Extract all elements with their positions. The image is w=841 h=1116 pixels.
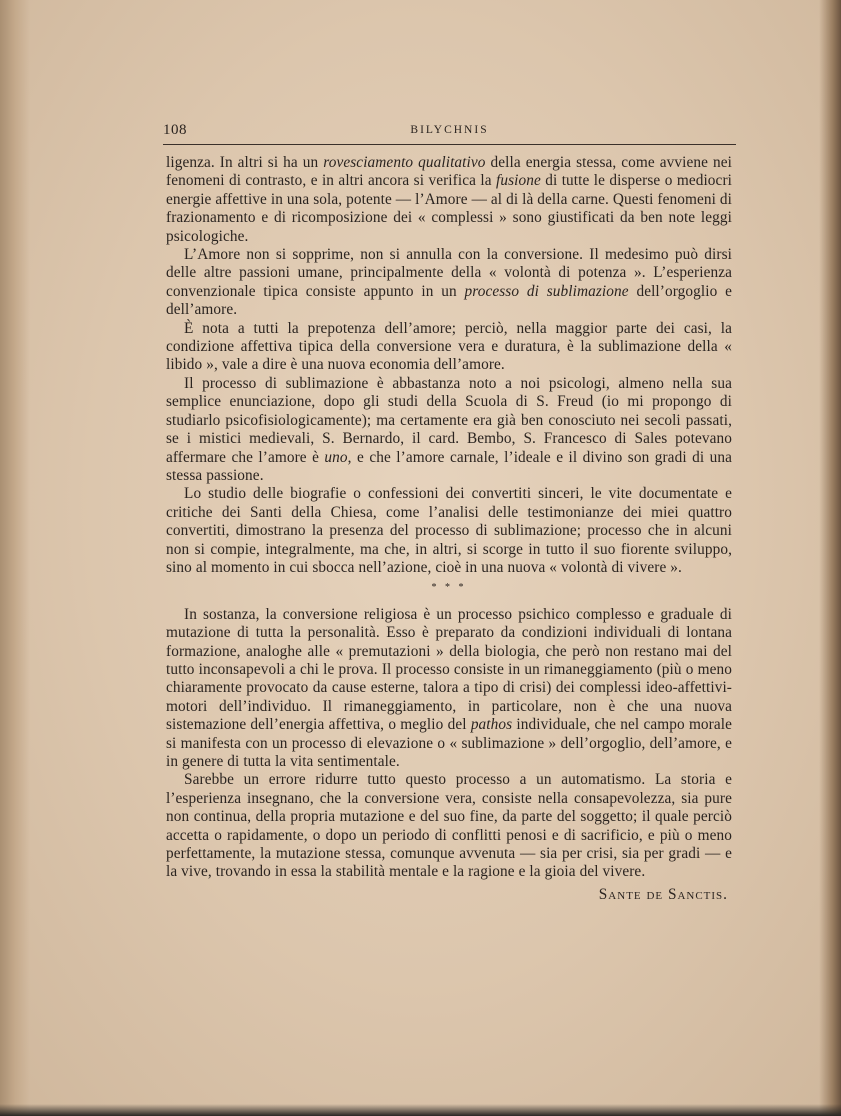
- paragraph: [166, 246, 732, 320]
- text-run: Lo studio delle biografie o confessioni dei convertiti sinceri, le vite documentate e critiche dei Santi della Chiesa, come l’analisi delle testimonianze dei miei quattro convertiti, dimostrano la presenza del processo di sublimazione; processo che in alcuni non si compie, integralmente, ma che, in altri, si scorge in tutto il suo fiorente sviluppo, sino al momento in cui sbocca nell’azione, cioè in una nuova « volontà di vivere ».: [166, 485, 732, 576]
- paragraph: [166, 485, 732, 577]
- text-run: È nota a tutti la prepotenza dell’amore; perciò, nella maggior parte dei casi, la condizione affettiva tipica della conversione vera e duratura, è la sublimazione della « libido », vale a dire è una nuova economia dell’amore.: [166, 319, 732, 374]
- text-run: L’Amore non si sopprime, non si annulla con la conversione. Il medesimo può dirsi delle altre passioni umane, principalmente della « volontà di potenza ». L’esperienza convenzionale tipica consiste appunto in un: [166, 246, 732, 300]
- paragraph: [166, 154, 732, 246]
- italic-text: pathos: [470, 716, 513, 734]
- author-signature: Sante de Sanctis.: [598, 885, 728, 903]
- text-run: individuale, che nel campo morale si manifesta con un processo di elevazione o « sublimazione » dell’orgoglio, dell’amore, e in genere di tutta la vita sentimentale.: [166, 716, 733, 770]
- italic-text: processo di sublimazione: [464, 282, 629, 300]
- text-run: Sarebbe un errore ridurre tutto questo processo a un automatismo. La storia e l’esperienza insegnano, che la conversione vera, consiste nella consapevolezza, sia pure non continua, della propria mutazione e del suo fine, da parte del soggetto; il quale perciò accetta o rapidamente, o dopo un periodo di conflitti penosi e di sacrificio, e più o meno perfettamente, la mutazione stessa, comunque avvenuta — sia per crisi, sia per gradi — e la vive, trovando in essa la stabilità mentale e la ragione e la gioia del vivere.: [166, 771, 732, 881]
- body-text: [166, 154, 732, 904]
- text-run: della energia stessa, come avviene nei fenomeni di contrasto, e in altri ancora si verifica la: [166, 154, 732, 190]
- text-run: di tutte le disperse o mediocri energie affettive in una sola, potente — l’Amore — al di là della carne. Questi fenomeni di frazionamento e di ricomposizione dei « complessi » sono giustificati da ben note leggi psicologiche.: [166, 172, 732, 245]
- page-bottom-edge-shadow: [0, 1104, 841, 1116]
- text-run: dell’orgoglio e dell’amore.: [166, 282, 732, 319]
- italic-text: fusione: [495, 172, 541, 190]
- text-run: , e che l’amore carnale, l’ideale e il divino son gradi di una stessa passione.: [166, 448, 732, 484]
- text-run: In sostanza, la conversione religiosa è un processo psichico complesso e graduale di mutazione di tutta la personalità. Esso è preparato da condizioni individuali di lontana formazione, analoghe alle « premutazioni » della biologia, che però non restano mai del tutto inconsapevoli a chi le prova. Il processo consiste in un rimaneggiamento (più o meno chiaramente provocato da cause esterne, talora a tipo di crisi) dei complessi ideo-affettivi-motori dell’individuo. Il rimaneggiamento, in particolare, non è che una nuova sistemazione dell’energia affettiva, o meglio del: [166, 605, 732, 734]
- section-separator: * * *: [431, 582, 467, 594]
- paragraph: [166, 320, 732, 375]
- page-right-edge-shadow: [819, 0, 841, 1116]
- paragraph: [166, 771, 732, 881]
- paragraph: [166, 375, 732, 485]
- running-header: [163, 122, 736, 145]
- page-number: 108: [163, 122, 187, 138]
- paragraph: [166, 606, 732, 772]
- text-run: ligenza. In altri si ha un: [166, 154, 324, 171]
- italic-text: uno: [324, 448, 348, 466]
- page-left-edge-shadow: [0, 0, 30, 1116]
- text-run: Il processo di sublimazione è abbastanza noto a noi psicologi, almeno nella sua semplice enunciazione, dopo gli studi della Scuola di S. Freud (io mi propongo di studiarlo psicofisiologicamente); ma certamente era già ben conosciuto nei secoli passati, se i mistici medievali, S. Bernardo, il card. Bembo, S. Francesco di Sales potevano affermare che l’amore è: [166, 374, 732, 466]
- italic-text: rovesciamento qualitativo: [323, 154, 486, 171]
- running-title: BILYCHNIS: [410, 124, 489, 136]
